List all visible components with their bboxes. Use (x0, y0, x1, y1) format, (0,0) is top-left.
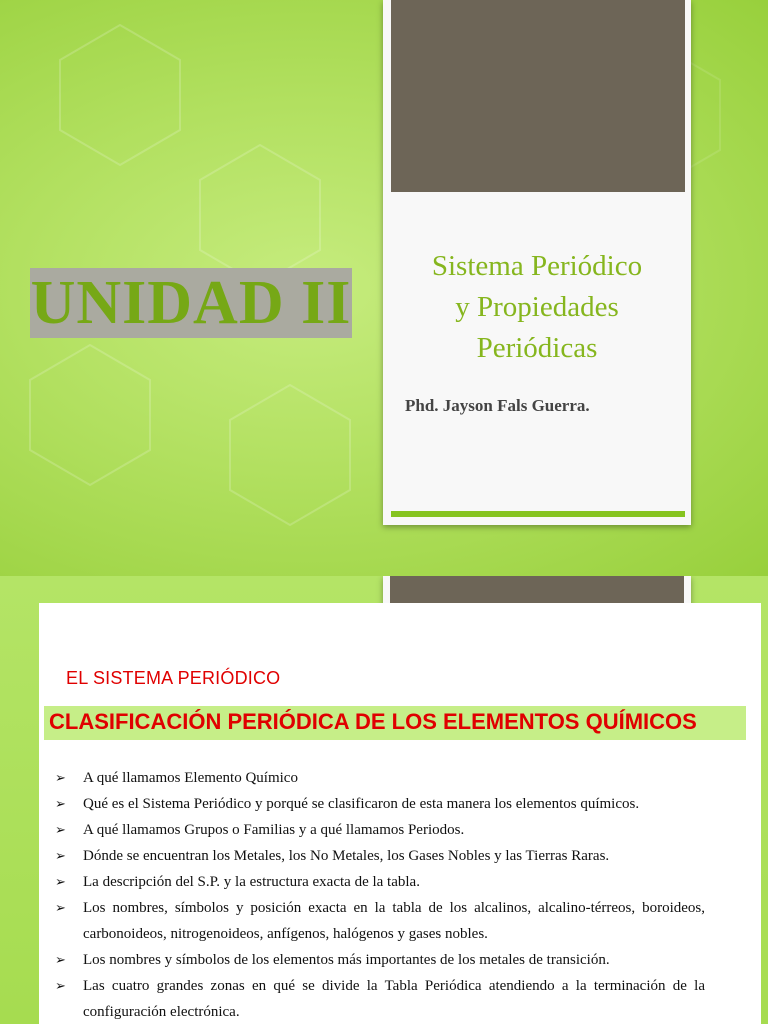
title-line-3: Periódicas (476, 332, 598, 364)
unit-label-box (30, 268, 352, 338)
arrow-bullet-icon: ➢ (55, 822, 66, 837)
arrow-bullet-icon: ➢ (55, 874, 66, 889)
arrow-bullet-icon: ➢ (55, 848, 66, 863)
arrow-bullet-icon: ➢ (55, 900, 66, 915)
list-item: ➢ A qué llamamos Grupos o Familias y a qué llamamos Periodos. (55, 817, 705, 843)
list-item: ➢ La descripción del S.P. y la estructura exacta de la tabla. (55, 869, 705, 895)
accent-bar (391, 511, 685, 517)
section-subheading: CLASIFICACIÓN PERIÓDICA DE LOS ELEMENTOS QUÍMICOS (49, 709, 697, 734)
arrow-bullet-icon: ➢ (55, 770, 66, 785)
list-item: ➢ Las cuatro grandes zonas en qué se divide la Tabla Periódica atendiendo a la terminación de la configuración electrónica. (55, 973, 705, 1024)
list-item: ➢ Los nombres, símbolos y posición exacta en la tabla de los alcalinos, alcalino-térreos, boroideos, carbonoideos, nitrogenoideos, anfígenos, halógenos y gases nobles. (55, 895, 705, 947)
topic-list (55, 765, 705, 1024)
title-line-1: Sistema Periódico (431, 250, 643, 282)
author-name: Phd. Jayson Fals Guerra. (405, 396, 590, 415)
unit-label: UNIDAD II (30, 269, 352, 337)
list-item: ➢ A qué llamamos Elemento Químico (55, 765, 705, 791)
arrow-bullet-icon: ➢ (55, 952, 66, 967)
list-item: ➢ Los nombres y símbolos de los elementos más importantes de los metales de transición. (55, 947, 705, 973)
section-heading: EL SISTEMA PERIÓDICO (66, 668, 281, 688)
arrow-bullet-icon: ➢ (55, 978, 66, 993)
list-item: ➢ Dónde se encuentran los Metales, los No Metales, los Gases Nobles y las Tierras Raras. (55, 843, 705, 869)
title-card (383, 0, 691, 525)
title-line-2: y Propiedades (455, 291, 619, 323)
document-content (39, 603, 761, 1024)
header-image-block (391, 0, 685, 192)
arrow-bullet-icon: ➢ (55, 796, 66, 811)
presentation-title (383, 246, 691, 369)
list-item: ➢ Qué es el Sistema Periódico y porqué se clasificaron de esta manera los elementos químicos. (55, 791, 705, 817)
